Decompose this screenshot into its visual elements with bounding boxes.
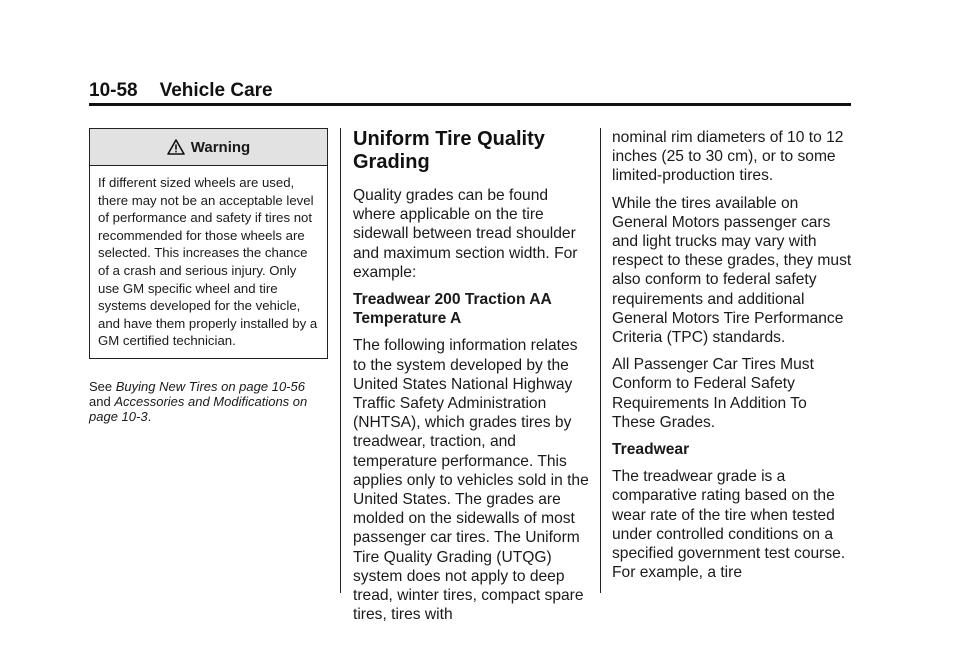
warning-text: If different sized wheels are used, there may not be an acceptable level of performance and safety if tires not recommended for those wheels are selected. This increases the chance of a crash and serious injury. Only use GM specific wheel and tire systems developed for the vehicle, and have them properly installed by a GM certified technician. bbox=[98, 175, 318, 349]
example-grades: Treadwear 200 Traction AA Temperature A bbox=[353, 291, 552, 328]
see-also-prefix: See bbox=[89, 379, 116, 394]
section-heading: Uniform Tire Quality Grading bbox=[353, 128, 545, 173]
federal-requirements-paragraph: All Passenger Car Tires Must Conform to Federal Safety Requirements In Addition To These Grades. bbox=[612, 356, 814, 431]
nhtsa-paragraph-continued: nominal rim diameters of 10 to 12 inches (25 to 30 cm), or to some limited-production tires. bbox=[612, 129, 844, 185]
middle-column bbox=[353, 128, 590, 632]
treadwear-subheading: Treadwear bbox=[612, 441, 690, 459]
warning-header bbox=[90, 129, 327, 166]
gm-tpc-paragraph: While the tires available on General Motors passenger cars and light trucks may vary with respect to these grades, they must also conform to federal safety requirements and additional General Motors Tire Performance Criteria (TPC) standards. bbox=[612, 194, 852, 347]
warning-triangle-icon bbox=[167, 139, 185, 155]
page-number: 10-58 bbox=[89, 80, 138, 101]
see-also-middle: and bbox=[89, 394, 115, 409]
see-also-suffix: . bbox=[147, 409, 152, 424]
page-header bbox=[89, 80, 273, 102]
cross-reference-accessories[interactable]: Accessories and Modifications on page 10-3 bbox=[89, 394, 308, 424]
warning-box bbox=[89, 128, 328, 359]
cross-reference-buying-new-tires[interactable]: Buying New Tires on page 10-56 bbox=[115, 379, 305, 394]
column-divider-left bbox=[340, 128, 341, 593]
header-rule bbox=[89, 103, 851, 106]
section-header-title: Vehicle Care bbox=[159, 80, 273, 101]
treadwear-paragraph: The treadwear grade is a comparative rating based on the wear rate of the tire when tested under controlled conditions on a specified government test course. For example, a tire bbox=[612, 468, 846, 582]
nhtsa-paragraph: The following information relates to the system developed by the United States National Highway Traffic Safety Administration (NHTSA), which grades tires by treadwear, traction, and temperature performance. This applies only to vehicles sold in the United States. The grades are molded on the sidewalls of most passenger car tires. The Uniform Tire Quality Grading (UTQG) system does not apply to deep tread, winter tires, compact spare tires, tires with bbox=[353, 337, 589, 624]
warning-title: Warning bbox=[190, 138, 251, 156]
right-column bbox=[612, 128, 852, 590]
see-also-note bbox=[89, 379, 329, 424]
intro-paragraph: Quality grades can be found where applicable on the tire sidewall between tread shoulder and maximum section width. For example: bbox=[353, 187, 578, 281]
column-divider-right bbox=[600, 128, 601, 593]
